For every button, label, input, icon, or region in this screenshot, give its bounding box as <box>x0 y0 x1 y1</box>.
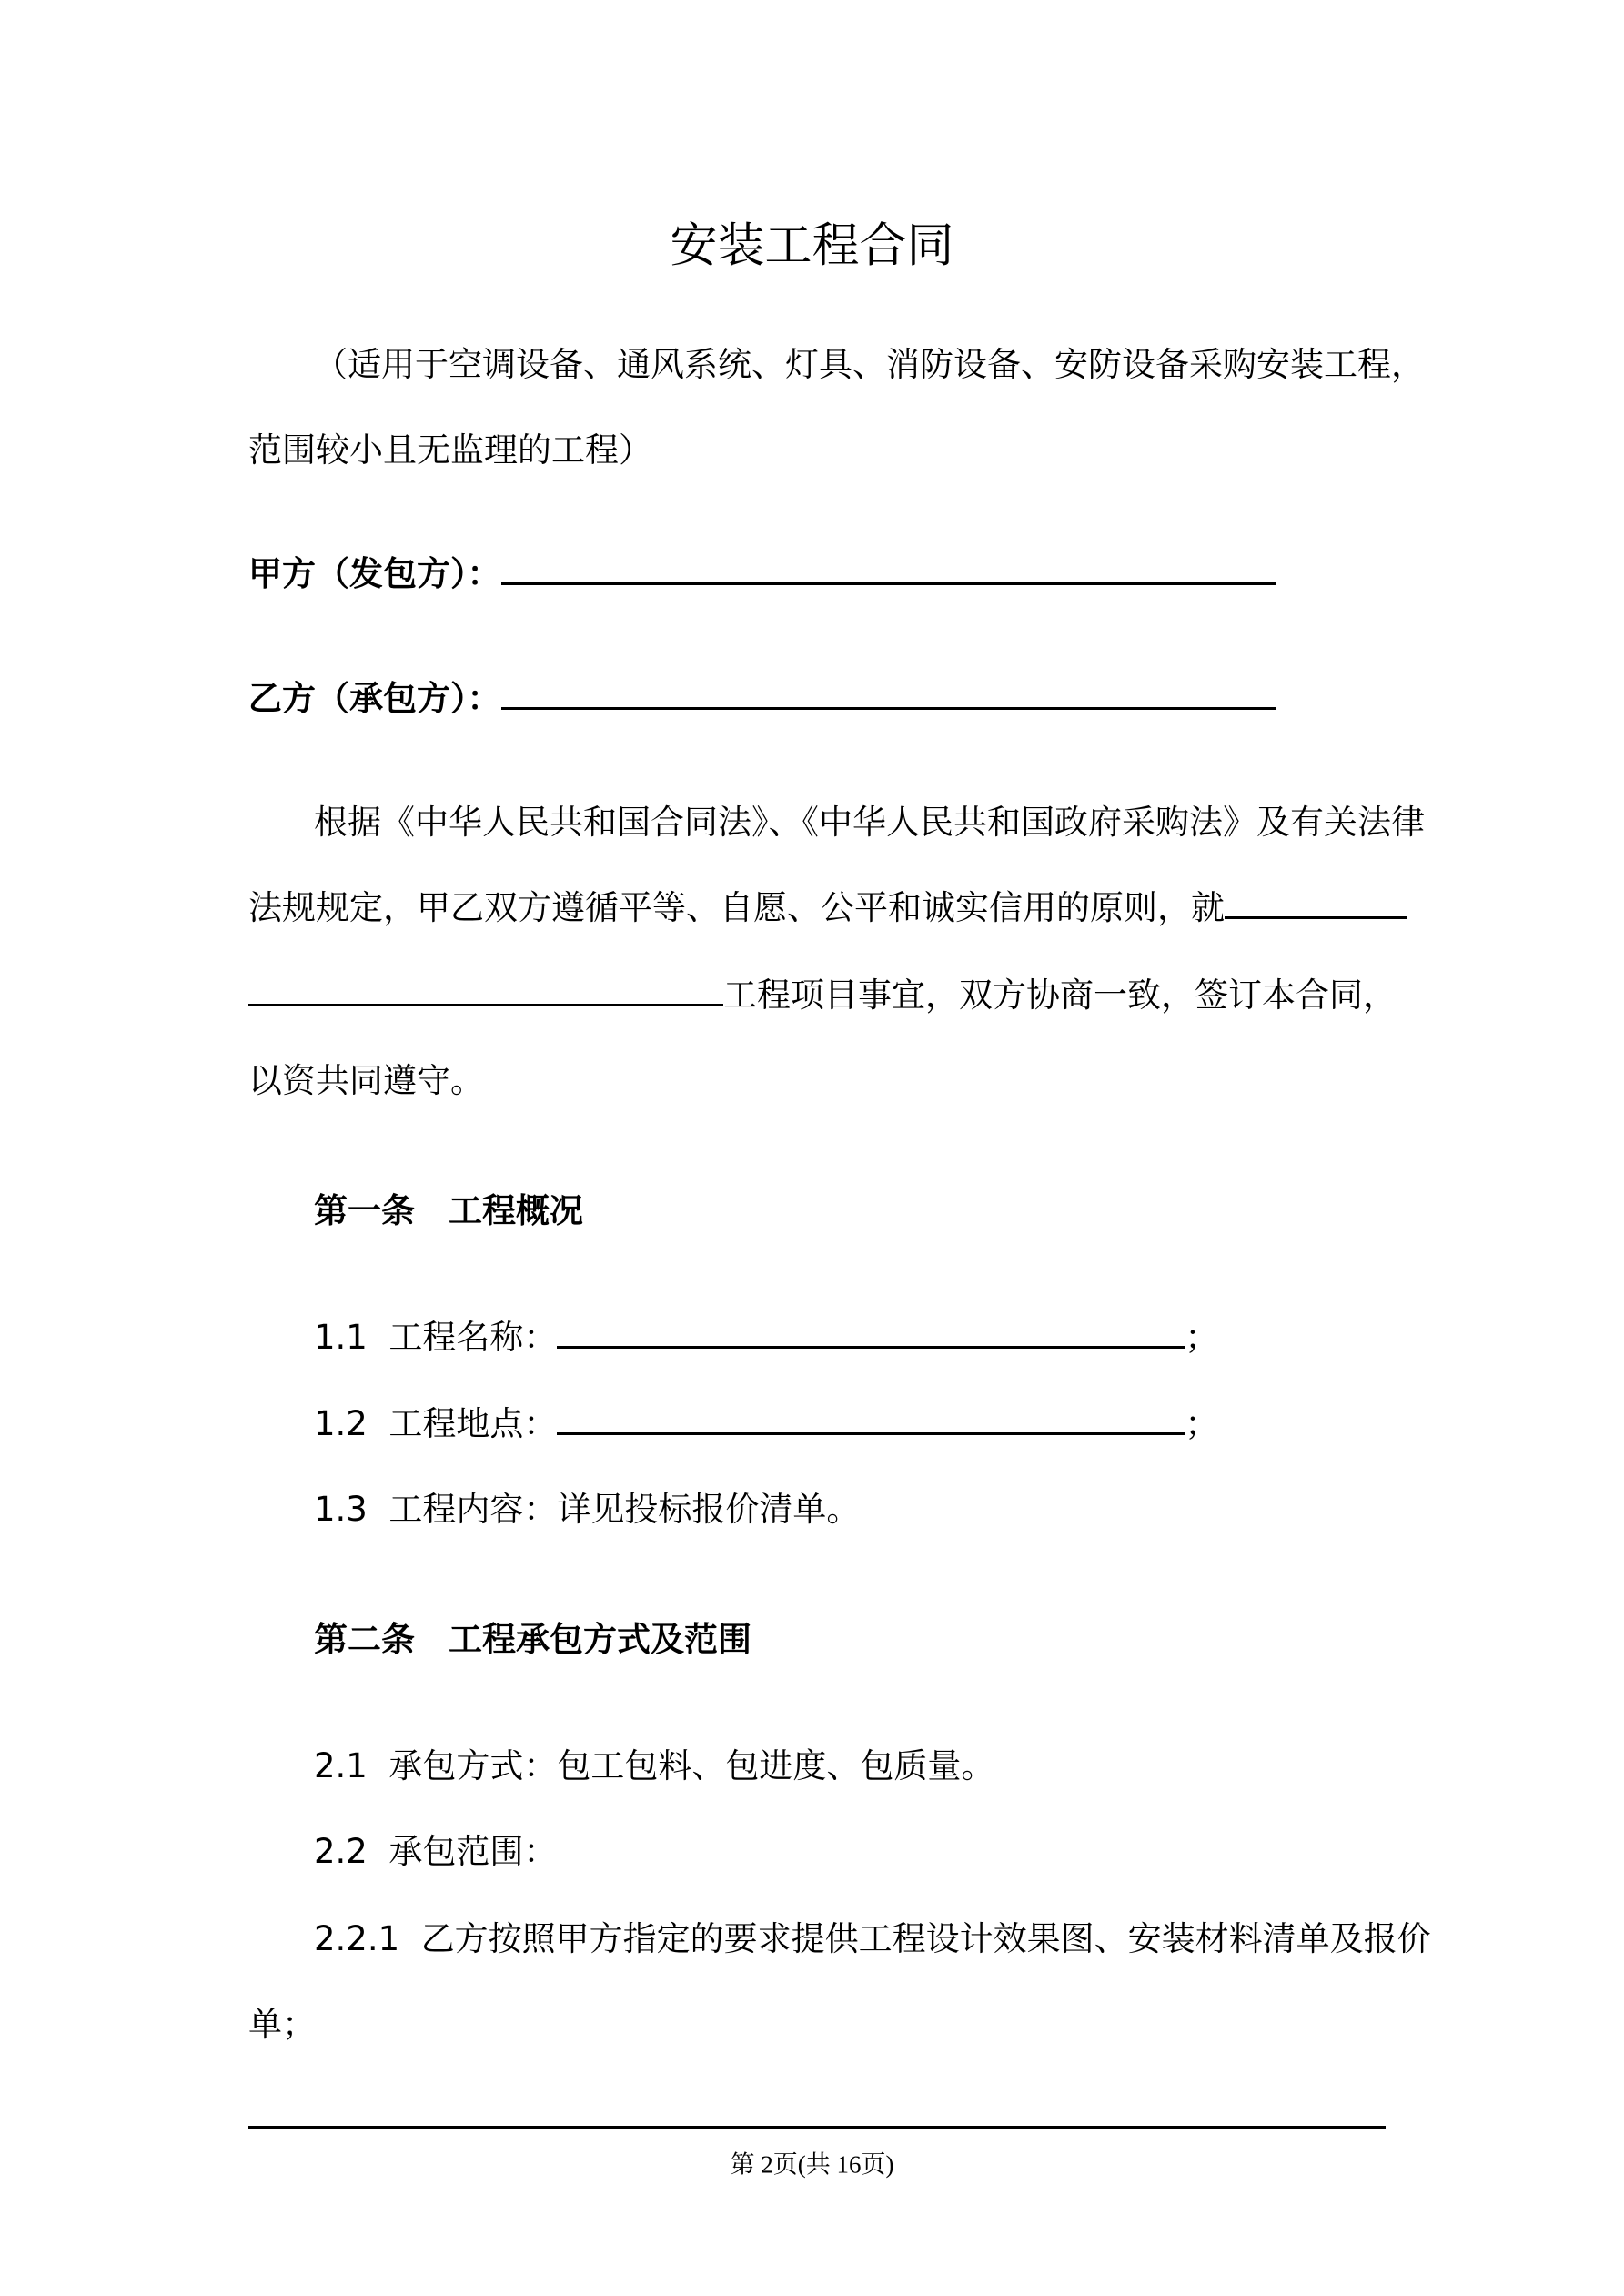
preamble-text: 法规规定，甲乙双方遵循平等、自愿、公平和诚实信用的原则，就 <box>248 888 1225 927</box>
clause-text: 乙方按照甲方指定的要求提供工程设计效果图、安装材料清单及报价 <box>420 1919 1431 1958</box>
clause-number: 1.3 <box>314 1490 368 1529</box>
clause-number: 2.2 <box>314 1832 368 1871</box>
party-b-label: 乙方（承包方）： <box>248 679 501 718</box>
party-a-blank <box>501 555 1276 585</box>
clause-number: 2.2.1 <box>314 1919 400 1958</box>
project-blank <box>248 976 723 1006</box>
preamble-line: 根据《中华人民共和国合同法》、《中华人民共和国政府采购法》及有关法律 <box>314 803 1425 842</box>
clause-text: 承包方式：包工包料、包进度、包质量。 <box>388 1746 995 1785</box>
preamble-line <box>248 975 1397 1017</box>
clause-1-2 <box>314 1403 1218 1445</box>
intro-line: 范围较小且无监理的工程） <box>248 430 652 470</box>
clause-2-2-1-continued: 单； <box>248 2005 316 2044</box>
clause-2-1 <box>314 1745 994 1787</box>
clause-text: 工程地点： <box>388 1404 558 1443</box>
document-title: 安装工程合同 <box>670 218 954 274</box>
clause-text: 承包范围： <box>388 1832 558 1871</box>
footer-divider <box>248 2126 1386 2129</box>
semicolon: ； <box>1185 1404 1219 1443</box>
party-b-field <box>248 678 1276 720</box>
clause-number: 1.1 <box>314 1318 368 1357</box>
project-name-blank <box>557 1319 1185 1349</box>
preamble-text: 工程项目事宜，双方协商一致，签订本合同， <box>723 976 1397 1015</box>
semicolon: ； <box>1185 1318 1219 1357</box>
preamble-line: 以资共同遵守。 <box>248 1061 484 1100</box>
clause-2-2 <box>314 1831 557 1873</box>
clause-1-1 <box>314 1317 1218 1359</box>
party-b-blank <box>501 680 1276 710</box>
party-a-field <box>248 553 1276 595</box>
clause-text: 工程内容：详见投标报价清单。 <box>388 1490 861 1529</box>
article-1-heading: 第一条 工程概况 <box>314 1191 583 1230</box>
party-a-label: 甲方（发包方）： <box>248 554 501 593</box>
article-2-heading: 第二条 工程承包方式及范围 <box>314 1620 751 1659</box>
page-number: 第 2页(共 16页) <box>730 2150 894 2179</box>
clause-number: 2.1 <box>314 1746 368 1785</box>
clause-number: 1.2 <box>314 1404 368 1443</box>
project-blank <box>1225 889 1407 919</box>
intro-line: （适用于空调设备、通风系统、灯具、消防设备、安防设备采购安装工程， <box>314 345 1425 384</box>
project-location-blank <box>557 1405 1185 1435</box>
clause-2-2-1 <box>314 1918 1431 1960</box>
preamble-line <box>248 887 1407 929</box>
clause-1-3 <box>314 1489 860 1531</box>
clause-text: 工程名称： <box>388 1318 558 1357</box>
